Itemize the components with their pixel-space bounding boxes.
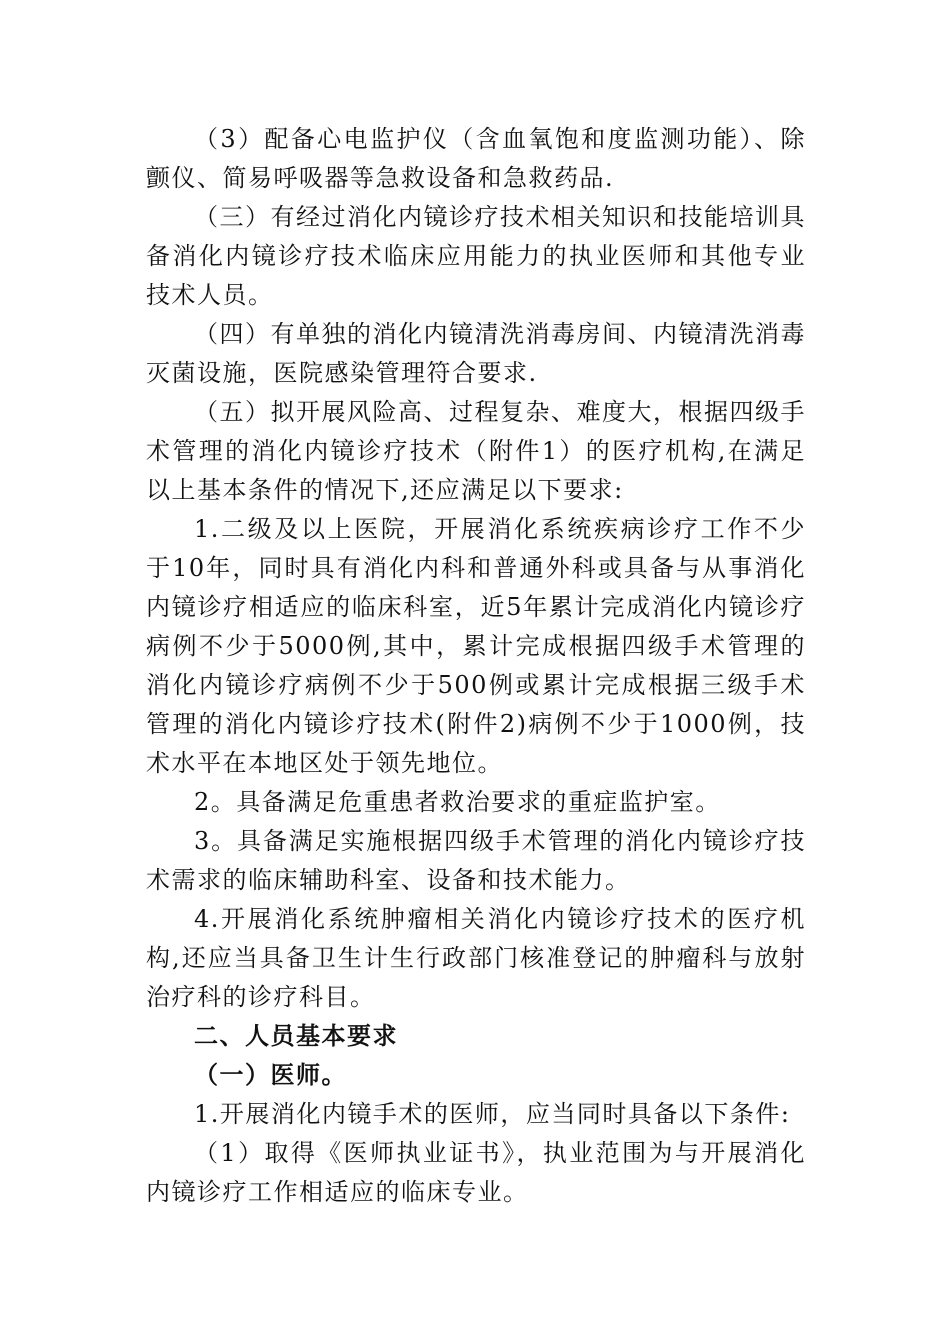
- paragraph-physician-conditions: 1.开展消化内镜手术的医师，应当同时具备以下条件:: [194, 1100, 791, 1128]
- document-body: [146, 120, 806, 1212]
- paragraph-item-1-hospital: 1.二级及以上医院，开展消化系统疾病诊疗工作不少于10年，同时具有消化内科和普通外科或具备与从事消化内镜诊疗相适应的临床科室，近5年累计完成消化内镜诊疗病例不少于5000例,其中，累计完成根据四级手术管理的消化内镜诊疗病例不少于500例或累计完成根据三级手术管理的消化内镜诊疗技术(附件2)病例不少于1000例，技术水平在本地区处于领先地位。: [146, 515, 806, 777]
- paragraph-equipment-monitors: （3）配备心电监护仪（含血氧饱和度监测功能）、除颤仪、简易呼吸器等急救设备和急救药品.: [146, 125, 806, 192]
- paragraph-section-3-staff: （三）有经过消化内镜诊疗技术相关知识和技能培训具备消化内镜诊疗技术临床应用能力的执业医师和其他专业技术人员。: [146, 203, 806, 309]
- paragraph-physician-license: （1）取得《医师执业证书》，执业范围为与开展消化内镜诊疗工作相适应的临床专业。: [146, 1139, 806, 1206]
- paragraph-item-4-oncology: 4.开展消化系统肿瘤相关消化内镜诊疗技术的医疗机构,还应当具备卫生计生行政部门核准登记的肿瘤科与放射治疗科的诊疗科目。: [146, 905, 806, 1011]
- paragraph-section-5-high-risk: （五）拟开展风险高、过程复杂、难度大，根据四级手术管理的消化内镜诊疗技术（附件1）的医疗机构,在满足以上基本条件的情况下,还应满足以下要求:: [146, 398, 806, 504]
- paragraph-item-2-icu: 2。具备满足危重患者救治要求的重症监护室。: [194, 788, 721, 816]
- section-heading-personnel: 二、人员基本要求: [194, 1022, 398, 1050]
- paragraph-section-4-disinfection: （四）有单独的消化内镜清洗消毒房间、内镜清洗消毒灭菌设施，医院感染管理符合要求.: [146, 320, 806, 387]
- subsection-heading-physicians: （一）医师。: [194, 1061, 347, 1089]
- paragraph-item-3-support: 3。具备满足实施根据四级手术管理的消化内镜诊疗技术需求的临床辅助科室、设备和技术能力。: [146, 827, 806, 894]
